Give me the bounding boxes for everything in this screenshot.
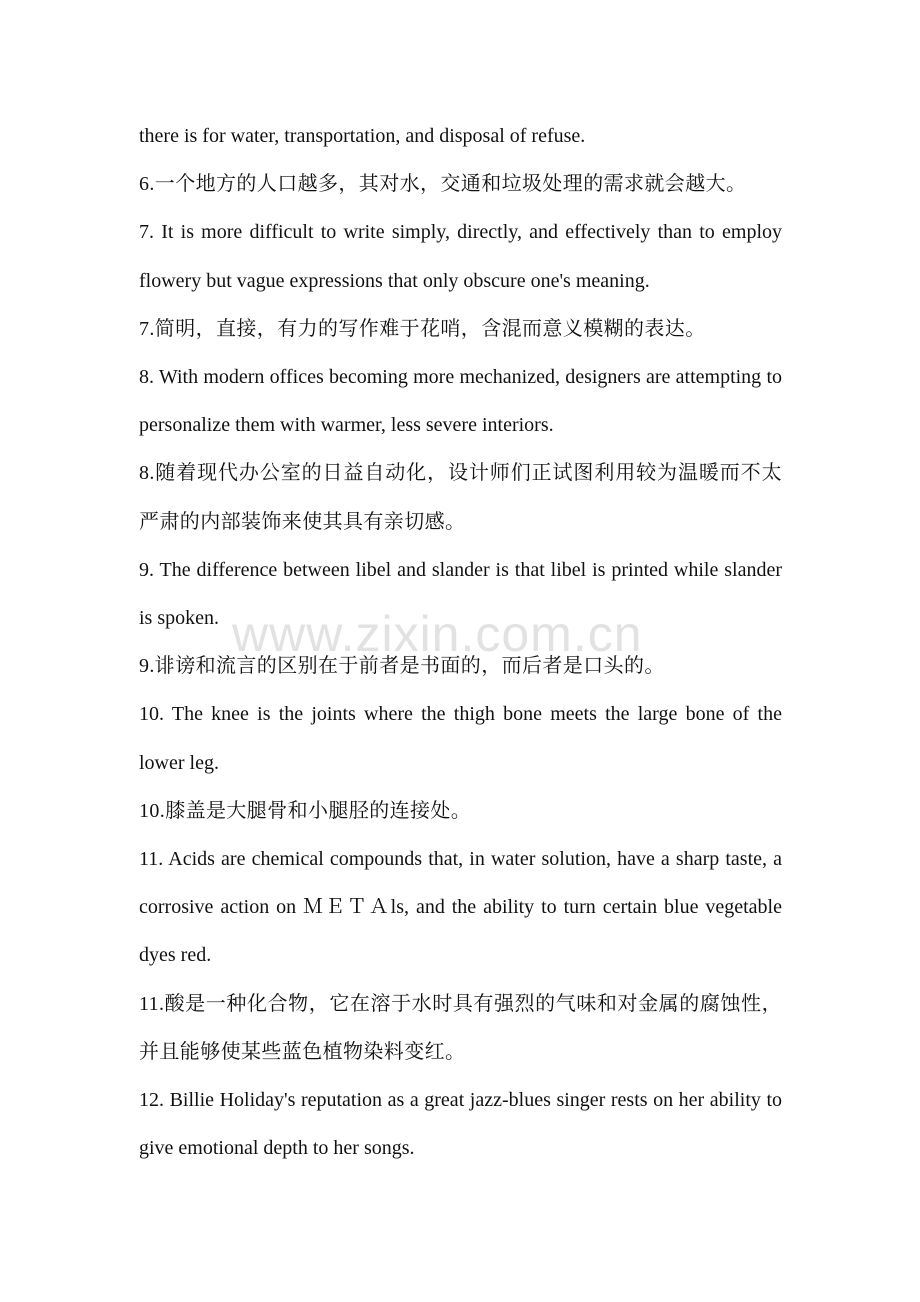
- sentence-7: 7. It is more difficult to write simply, directly, and effectively than to employ flowery but vague expressions that only obscure one's meaning.: [139, 221, 782, 292]
- sentence-10: 10. The knee is the joints where the thigh bone meets the large bone of the lower leg.: [139, 703, 782, 774]
- sentence-8: 8. With modern offices becoming more mechanized, designers are attempting to personalize them with warmer, less severe interiors.: [139, 366, 782, 437]
- translation-10: 10.膝盖是大腿骨和小腿胫的连接处。: [139, 799, 472, 822]
- translation-7: 7.简明，直接，有力的写作难于花哨，含混而意义模糊的表达。: [139, 317, 706, 340]
- sentence-12: 12. Billie Holiday's reputation as a great jazz-blues singer rests on her ability to give emotional depth to her songs.: [139, 1089, 782, 1160]
- translation-11: 11.酸是一种化合物，它在溶于水时具有强烈的气味和对金属的腐蚀性，并且能够使某些蓝色植物染料变红。: [139, 992, 782, 1063]
- sentence-9: 9. The difference between libel and slander is that libel is printed while slander is spoken.: [139, 558, 782, 630]
- document-body: [139, 112, 782, 1172]
- translation-8: 8.随着现代办公室的日益自动化，设计师们正试图利用较为温暖而不太严肃的内部装饰来使其具有亲切感。: [139, 462, 782, 533]
- translation-6: 6.一个地方的人口越多，其对水，交通和垃圾处理的需求就会越大。: [139, 173, 747, 196]
- translation-9: 9.诽谤和流言的区别在于前者是书面的，而后者是口头的。: [139, 655, 665, 678]
- paragraph-continuation: there is for water, transportation, and disposal of refuse.: [139, 125, 586, 147]
- sentence-11: 11. Acids are chemical compounds that, in water solution, have a sharp taste, a corrosive action on ＭＥＴＡls, and the ability to turn certain blue vegetable dyes red.: [139, 848, 782, 967]
- watermark: www.zixin.com.cn: [232, 606, 643, 662]
